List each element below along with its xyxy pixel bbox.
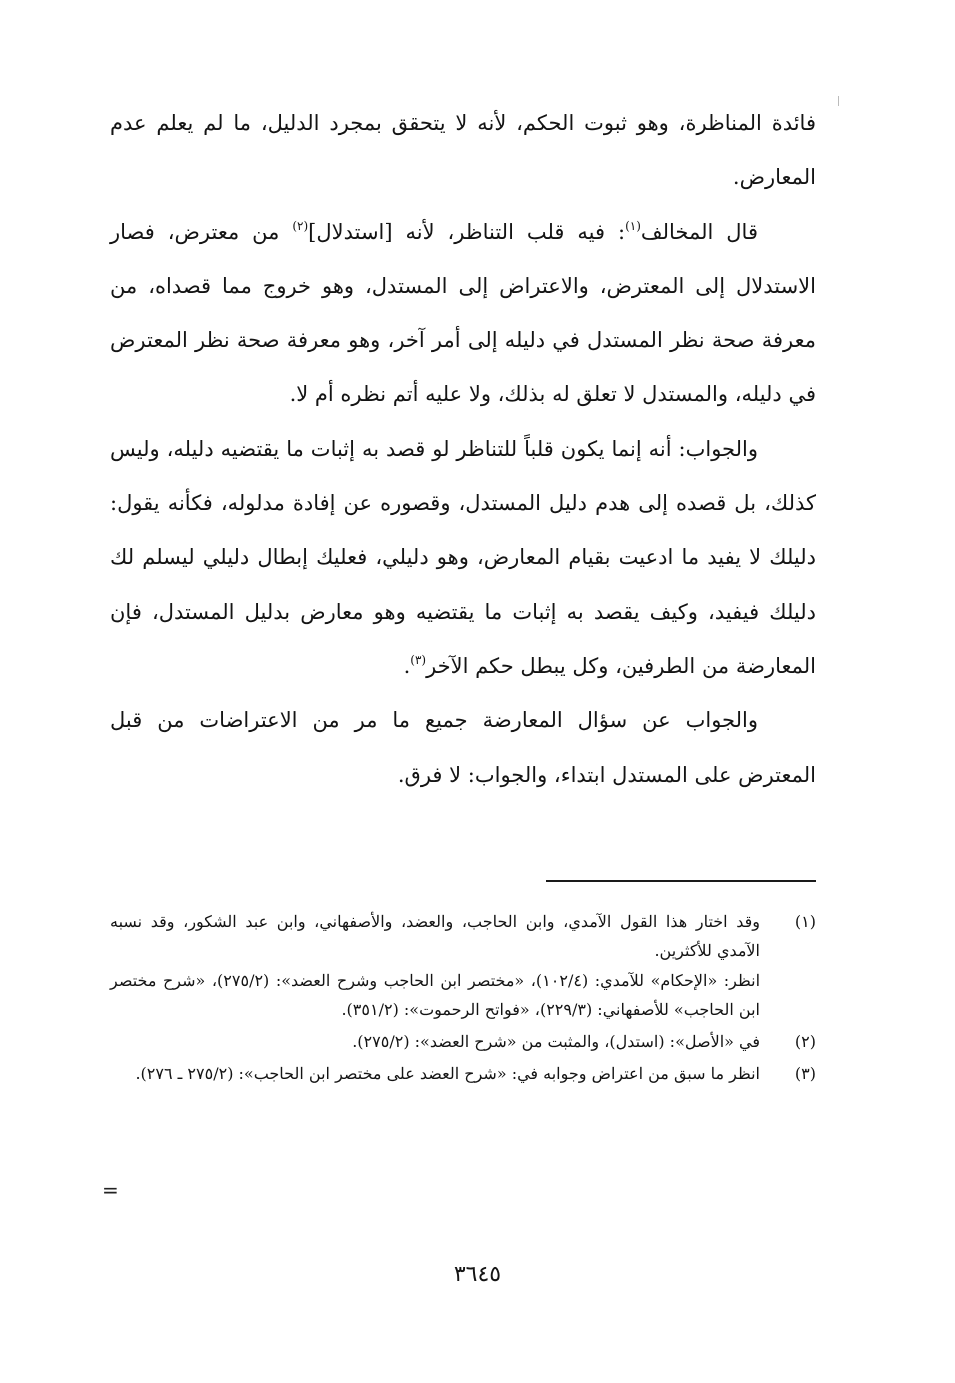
footnote	[110, 907, 816, 1024]
footnote-reference: (٣)	[410, 652, 427, 667]
paragraph-text: : فيه قلب التناظر، لأنه [استدلال]	[308, 219, 626, 244]
footnote-text: وقد اختار هذا القول الآمدي، وابن الحاجب، والعضد، والأصفهاني، وابن عبد الشكور، وقد نسبه الآمدي للأكثرين.	[110, 912, 760, 961]
footnote-number: (٣)	[794, 1064, 816, 1084]
footnote-text: انظر: «الإحكام» للآمدي: (١٠٢/٤)، «مختصر ابن الحاجب وشرح العضد»: (٢٧٥/٢)، «شرح مختصر ابن الحاجب» للأصفهاني: (٢٢٩/٣)، «فواتح الرحموت»: (٣٥١/٢).	[110, 970, 761, 1019]
body-paragraph	[110, 96, 816, 205]
paragraph-text: والجواب عن سؤال المعارضة جميع ما مر من الاعتراضات من قبل المعترض على المستدل ابتداء، والجواب: لا فرق.	[110, 708, 816, 787]
footnote-number: (٢)	[794, 1032, 816, 1052]
page-number: ٣٦٤٥	[453, 1262, 502, 1287]
footnotes	[110, 907, 816, 1089]
footnote	[110, 1059, 816, 1088]
paragraph-text: من معترض، فصار الاستدلال إلى المعترض، والاعتراض إلى المستدل، وهو خروج مما قصداه، من معرفة صحة نظر المستدل في دليله إلى أمر آخر، وهو معرفة صحة نظر المعترض في دليله، والمستدل لا تعلق له بذلك، ولا عليه أتم نظره أم لا.	[110, 219, 816, 407]
continuation-mark: =	[102, 1178, 119, 1202]
paragraph-text: قال المخالف	[640, 219, 758, 244]
footnote-reference: (١)	[625, 218, 641, 233]
footnote-reference: (٢)	[292, 218, 309, 233]
paragraph-text: والجواب: أنه إنما يكون قلباً للتناظر لو قصد به إثبات ما يقتضيه دليله، وليس كذلك، بل قصده إلى هدم دليل المستدل، وقصوره عن إفادة مدلوله، فكأنه يقول: دليلك لا يفيد ما ادعيت بقيام المعارض، وهو دليلي، فعليك إبطال دليلي ليسلم لك دليلك فيفيد، وكيف يقصد به إثبات ما يقتضيه وهو معارض بدليل المستدل، فإن المعارضة من الطرفين، وكل يبطل حكم الآخر	[110, 436, 816, 678]
scan-edge-mark	[838, 96, 839, 106]
footnote-text: انظر ما سبق من اعتراض وجوابه في: «شرح العضد على مختصر ابن الحاجب»: (٢٧٥/٢ ـ ٢٧٦).	[135, 1064, 760, 1084]
body-paragraph	[110, 693, 816, 802]
footnote-text: في «الأصل»: (استدل)، والمثبت من «شرح العضد»: (٢٧٥/٢).	[352, 1032, 760, 1052]
main-text	[110, 96, 816, 802]
footnote-number: (١)	[794, 912, 816, 931]
body-paragraph	[110, 205, 816, 422]
paragraph-text: فائدة المناظرة، وهو ثبوت الحكم، لأنه لا يتحقق بمجرد الدليل، ما لم يعلم عدم المعارض.	[110, 111, 816, 190]
body-paragraph	[110, 422, 816, 693]
footnote	[110, 1027, 816, 1056]
paragraph-text: .	[403, 653, 411, 678]
footnote-separator	[546, 880, 816, 882]
